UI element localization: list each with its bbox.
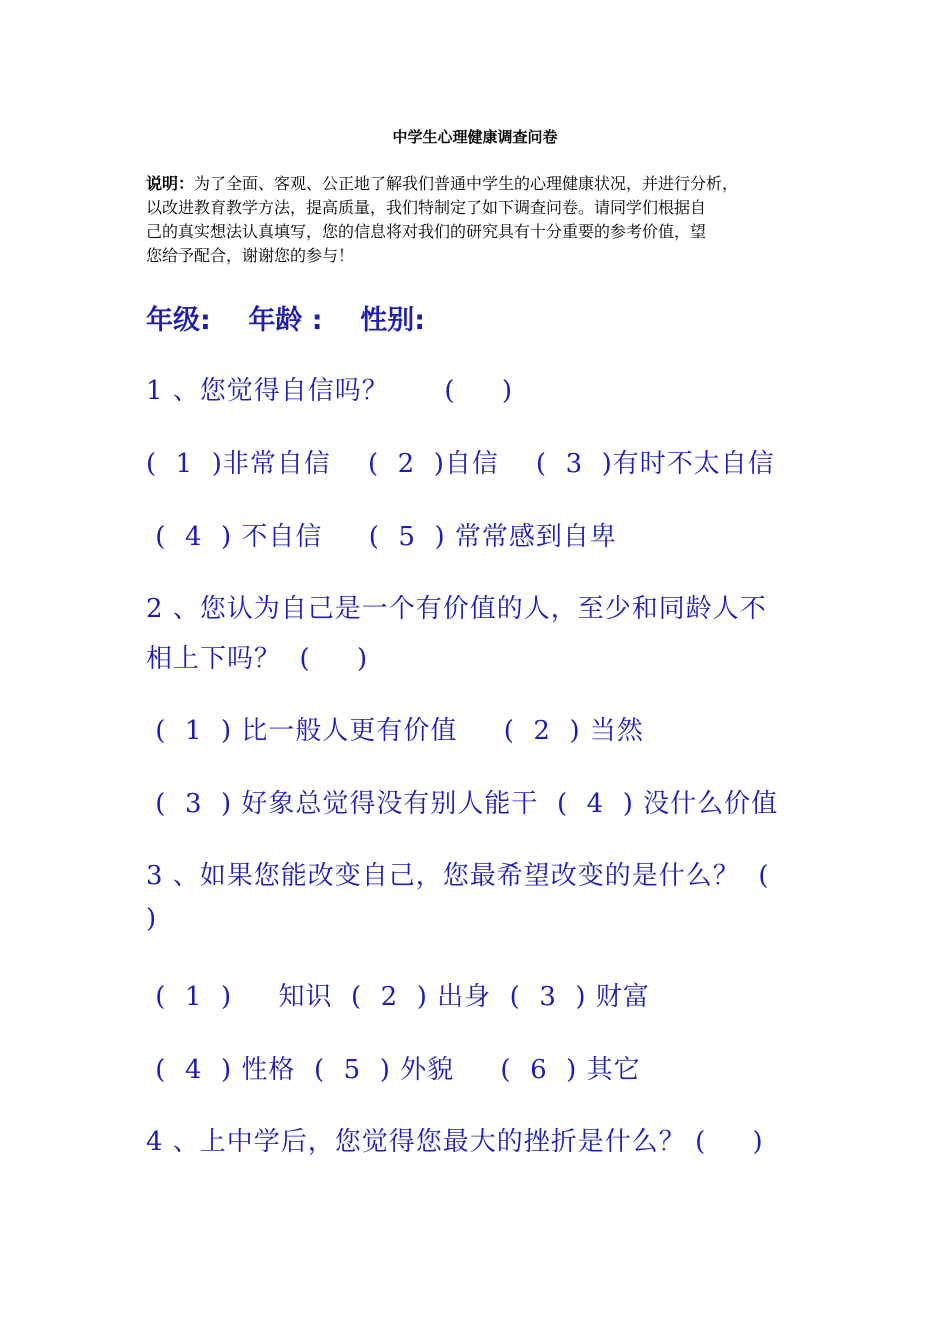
intro-label: 说明： <box>146 174 195 193</box>
student-info-fields: 年级: 年龄 : 性别: <box>146 305 425 336</box>
intro-line-4: 您给予配合，谢谢您的参与！ <box>146 246 355 265</box>
intro-line-2: 以改进教育教学方法，提高质量，我们特制定了如下调查问卷。请同学们根据自 <box>146 198 707 217</box>
question-4: 4 、上中学后，您觉得您最大的挫折是什么？ ( ) <box>146 1127 764 1157</box>
question-3-options-row-2: ( 4 ) 性格 ( 5 ) 外貌 ( 6 ) 其它 <box>146 1055 641 1085</box>
intro-paragraph <box>146 172 812 268</box>
question-2-line-1: 2 、您认为自己是一个有价值的人，至少和同龄人不 <box>146 594 767 624</box>
question-1-options-row-1: ( 1 )非常自信 ( 2 )自信 ( 3 )有时不太自信 <box>146 449 775 479</box>
question-2-line-2: 相上下吗？ ( ) <box>146 644 369 674</box>
question-3-line-2: ) <box>146 904 158 934</box>
intro-line-1: 为了全面、客观、公正地了解我们普通中学生的心理健康状况，并进行分析， <box>194 174 739 193</box>
page-title: 中学生心理健康调查问卷 <box>392 128 558 146</box>
question-1-options-row-2: ( 4 ) 不自信 ( 5 ) 常常感到自卑 <box>146 522 617 552</box>
question-3-line-1: 3 、如果您能改变自己，您最希望改变的是什么？ ( <box>146 861 770 891</box>
intro-line-3: 己的真实想法认真填写，您的信息将对我们的研究具有十分重要的参考价值，望 <box>146 222 707 241</box>
question-2-options-row-1: ( 1 ) 比一般人更有价值 ( 2 ) 当然 <box>146 716 644 746</box>
question-2-options-row-2: ( 3 ) 好象总觉得没有别人能干 ( 4 ) 没什么价值 <box>146 789 779 819</box>
question-3-options-row-1: ( 1 ) 知识 ( 2 ) 出身 ( 3 ) 财富 <box>146 982 650 1012</box>
question-1: 1 、您觉得自信吗？ ( ) <box>146 376 514 406</box>
